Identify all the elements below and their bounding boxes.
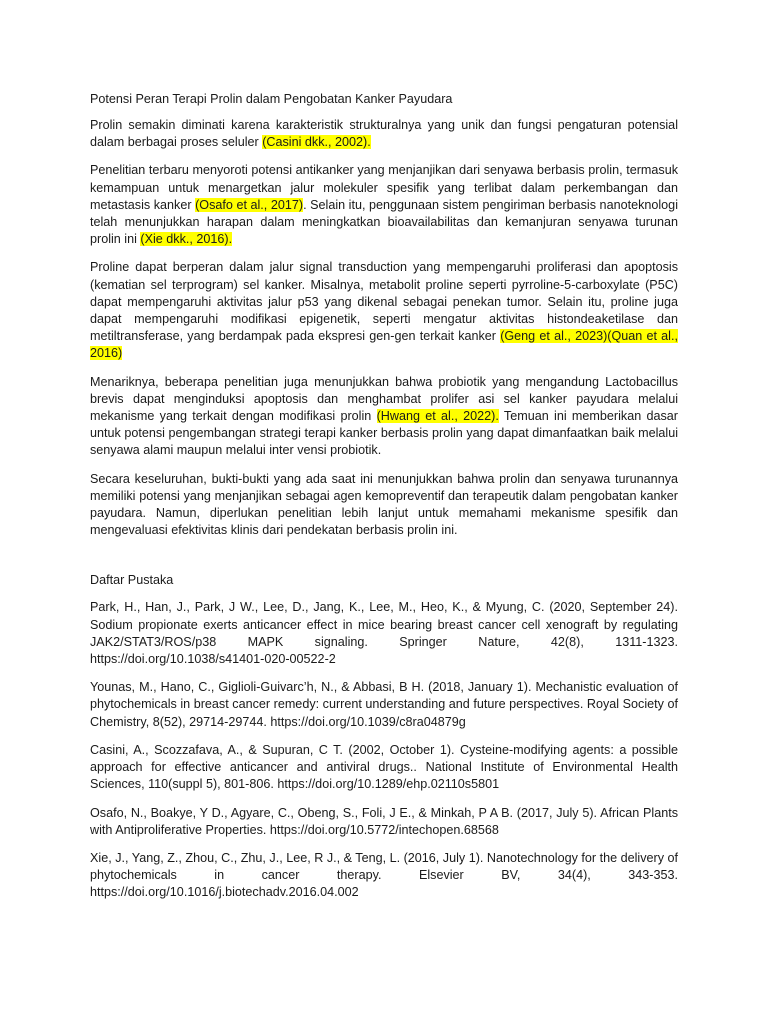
highlighted-citation: (Hwang et al., 2022). — [376, 409, 499, 424]
highlighted-citation: (Xie dkk., 2016). — [140, 232, 233, 247]
paragraph-text: Menariknya, beberapa penelitian juga menunjukkan bahwa probiotik yang mengandung Lactobacillus brevis dapat menginduksi apoptosis dan menghambat prolifer asi sel kanker payudara melalui mekanisme yang terkait dengan modifikasi prolin — [90, 374, 678, 424]
section-spacer — [90, 550, 678, 572]
paragraph-text: Prolin semakin diminati karena karakteristik strukturalnya yang unik dan fungsi pengaturan potensial dalam berbagai proses seluler — [90, 118, 678, 150]
reference-entry: Casini, A., Scozzafava, A., & Supuran, C T. (2002, October 1). Cysteine-modifying agents: a possible approach for effective anticancer and antiviral drugs.. National Institute of Environmental Health Sciences, 110(suppl 5), 801-806. https://doi.org/10.1289/ehp.02110s5801 — [90, 742, 678, 792]
highlighted-citation: (Osafo et al., 2017) — [195, 197, 304, 212]
reference-entry: Younas, M., Hano, C., Giglioli-Guivarc’h, N., & Abbasi, B H. (2018, January 1). Mechanistic evaluation of phytochemicals in breast cancer remedy: current understanding and future perspectives. Royal Society of Chemistry, 8(52), 29714-29744. https://doi.org/10.1039/c8ra04879g — [90, 680, 678, 729]
body-paragraph — [90, 259, 678, 362]
document-title: Potensi Peran Terapi Prolin dalam Pengobatan Kanker Payudara — [90, 92, 453, 106]
body-paragraph — [90, 374, 678, 460]
paragraph-text: Temuan ini memberikan dasar untuk potensi pengembangan strategi terapi kanker berbasis prolin yang dapat dimanfaatkan baik melalui senyawa alami maupun melalui inter vensi probiotik. — [90, 409, 678, 458]
references-heading: Daftar Pustaka — [90, 573, 174, 588]
body-paragraph — [90, 117, 678, 151]
body-paragraph — [90, 471, 678, 540]
paragraph-text: Penelitian terbaru menyoroti potensi antikanker yang menjanjikan dari senyawa berbasis prolin, termasuk kemampuan untuk menargetkan jalur molekuler spesifik yang terlibat dalam perkembangan dan metastasis kanker — [90, 163, 678, 212]
reference-entry: Park, H., Han, J., Park, J W., Lee, D., Jang, K., Lee, M., Heo, K., & Myung, C. (2020, September 24). Sodium propionate exerts anticancer effect in mice bearing breast cancer cell xenograft by regulating JAK2/STAT3/ROS/p38 MAPK signaling. Springer Nature, 42(8), 1311-1323. https://doi.org/10.1038/s41401-020-00522-2 — [90, 600, 678, 667]
reference-entry: Xie, J., Yang, Z., Zhou, C., Zhu, J., Lee, R J., & Teng, L. (2016, July 1). Nanotechnology for the delivery of phytochemicals in cancer therapy. Elsevier BV, 34(4), 343-353. https://doi.org/10.1016/j.biotechadv.2016.04.002 — [90, 850, 679, 900]
body-paragraphs — [90, 117, 678, 539]
reference-entry: Osafo, N., Boakye, Y D., Agyare, C., Obeng, S., Foli, J E., & Minkah, P A B. (2017, July 5). African Plants with Antiproliferative Properties. https://doi.org/10.5772/intechopen.68568 — [90, 805, 678, 837]
body-paragraph — [90, 162, 678, 248]
reference-list — [90, 599, 678, 901]
highlighted-citation: (Casini dkk., 2002). — [262, 135, 371, 150]
highlighted-citation: (Geng et al., 2023)(Quan et al., 2016) — [90, 329, 678, 361]
paragraph-text: . Selain itu, penggunaan sistem pengiriman berbasis nanoteknologi telah menunjukkan harapan dalam meningkatkan bioavailabilitas dan kemanjuran senyawa turunan prolin ini — [90, 197, 678, 247]
paragraph-text: Proline dapat berperan dalam jalur signal transduction yang mempengaruhi proliferasi dan apoptosis (kematian sel terprogram) sel kanker. Misalnya, metabolit proline seperti pyrroline-5-carboxylate (P5C) dapat mempengaruhi aktivitas jalur p53 yang dikenal sebagai penekan tumor. Selain itu, proline juga dapat mempengaruhi modifikasi epigenetik, seperti mengatur aktivitas histondeaketilase dan metiltransferase, yang berdampak pada ekspresi gen-gen terkait kanker — [90, 260, 678, 344]
paragraph-text: Secara keseluruhan, bukti-bukti yang ada saat ini menunjukkan bahwa prolin dan senyawa turunannya memiliki potensi yang menjanjikan sebagai agen kemopreventif dan terapeutik dalam pengobatan kanker payudara. Namun, diperlukan penelitian lebih lanjut untuk memahami mekanisme spesifik dan mengevaluasi efektivitas klinis dari pendekatan berbasis prolin ini. — [90, 471, 678, 538]
